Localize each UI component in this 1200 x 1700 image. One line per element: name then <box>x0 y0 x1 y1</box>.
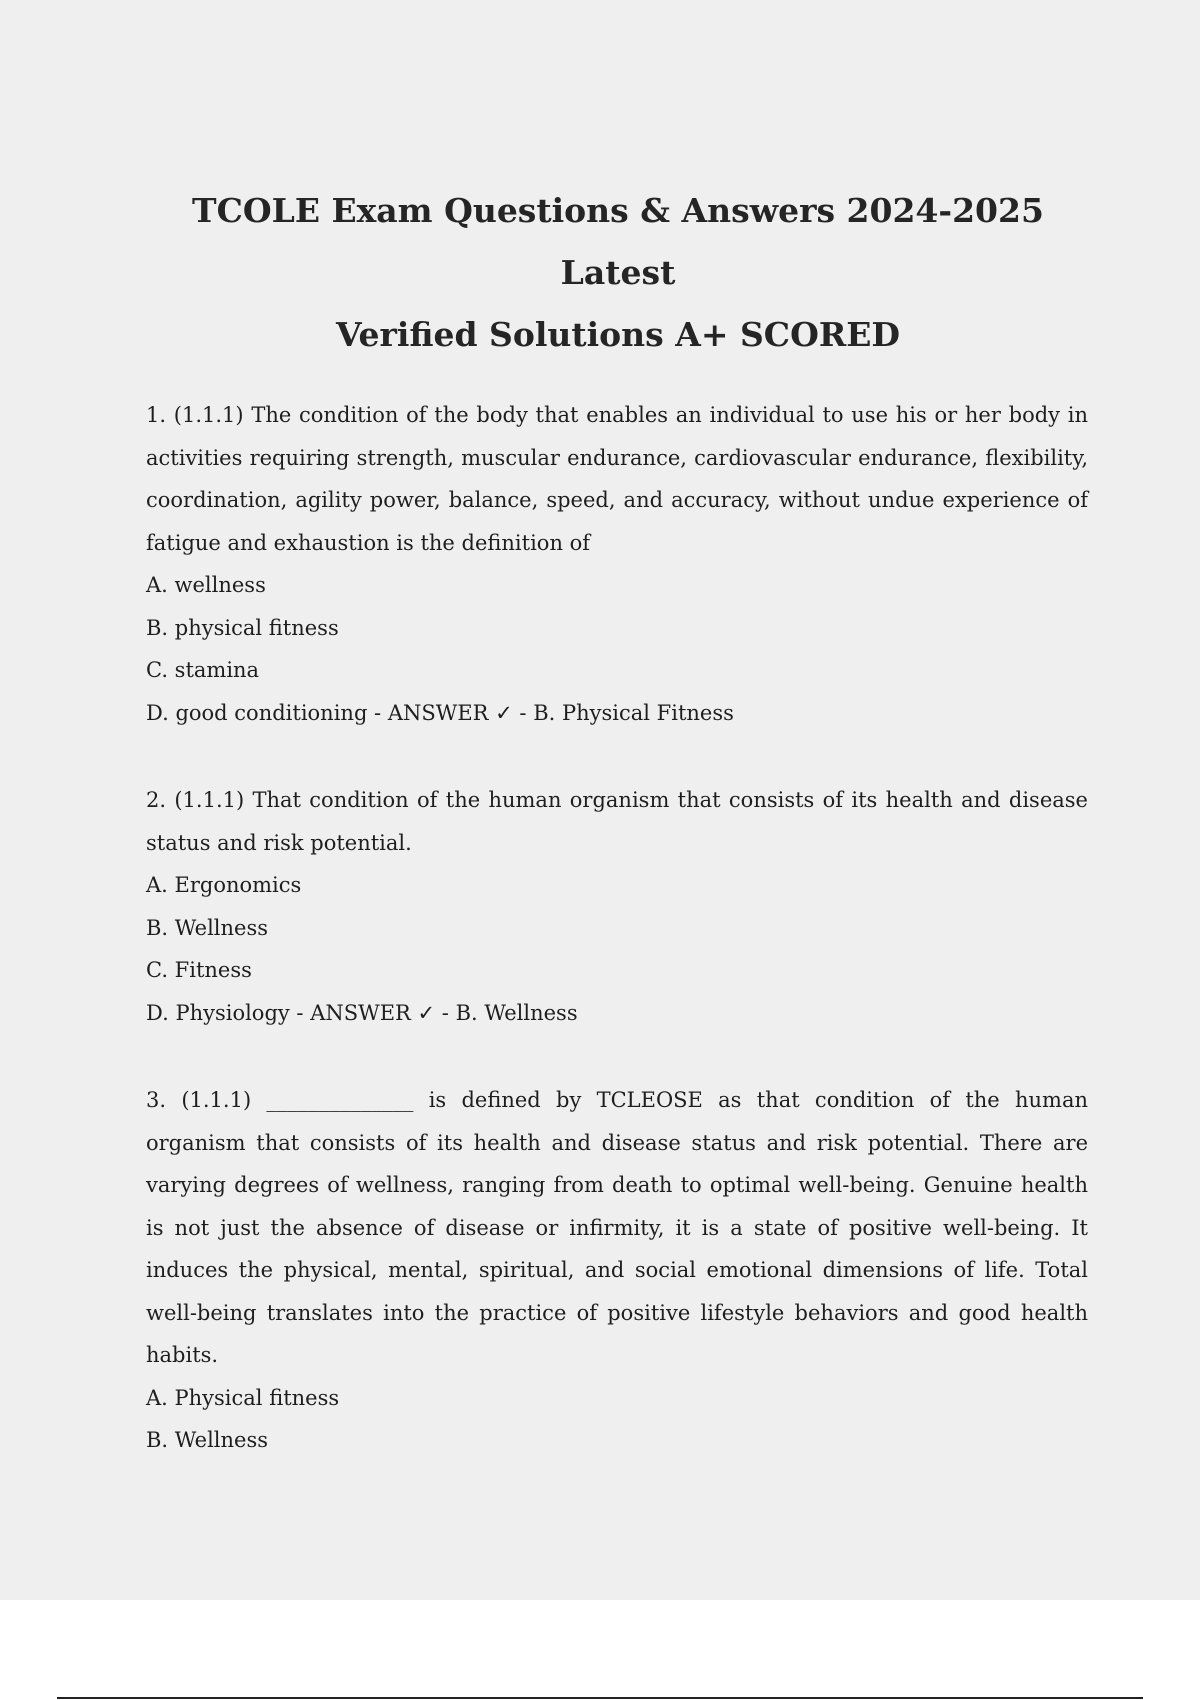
option-b: B. physical fitness <box>146 615 339 640</box>
question-spacer <box>146 734 1088 779</box>
option-d-answer: D. Physiology - ANSWER ✓ - B. Wellness <box>146 1000 578 1025</box>
option-c: C. Fitness <box>146 958 252 982</box>
option-a: A. wellness <box>146 573 266 597</box>
document-title <box>150 180 1086 366</box>
footer-divider <box>57 1697 1143 1699</box>
question-2 <box>146 779 1088 1034</box>
title-line-2: Verified Solutions A+ SCORED <box>335 315 901 354</box>
question-text: 2. (1.1.1) That condition of the human organism that consists of its health and disease status and risk potential. <box>146 788 1088 855</box>
option-a: A. Physical fitness <box>146 1385 340 1410</box>
option-b: B. Wellness <box>146 915 269 940</box>
question-3 <box>146 1079 1088 1462</box>
question-spacer <box>146 1034 1088 1079</box>
questions-list <box>146 394 1088 1462</box>
question-text: 3. (1.1.1) ______________ is defined by TCLEOSE as that condition of the human organism that consists of its health and disease status and risk potential. There are varying degrees of wellness, ranging from death to optimal well-being. Genuine health is not just the absence of disease or infirmity, it is a state of positive well-being. It induces the physical, mental, spiritual, and social emotional dimensions of life. Total well-being translates into the practice of positive lifestyle behaviors and good health habits. <box>146 1088 1088 1367</box>
question-text: 1. (1.1.1) The condition of the body that enables an individual to use his or her body in activities requiring strength, muscular endurance, cardiovascular endurance, flexibility, coordination, agility power, balance, speed, and accuracy, without undue experience of fatigue and exhaustion is the definition of <box>146 403 1088 555</box>
option-d-answer: D. good conditioning - ANSWER ✓ - B. Physical Fitness <box>146 700 734 725</box>
title-line-1: TCOLE Exam Questions & Answers 2024-2025 Latest <box>192 191 1044 292</box>
option-a: A. Ergonomics <box>146 873 302 897</box>
question-1 <box>146 394 1088 734</box>
option-b: B. Wellness <box>146 1428 269 1452</box>
option-c: C. stamina <box>146 658 260 682</box>
